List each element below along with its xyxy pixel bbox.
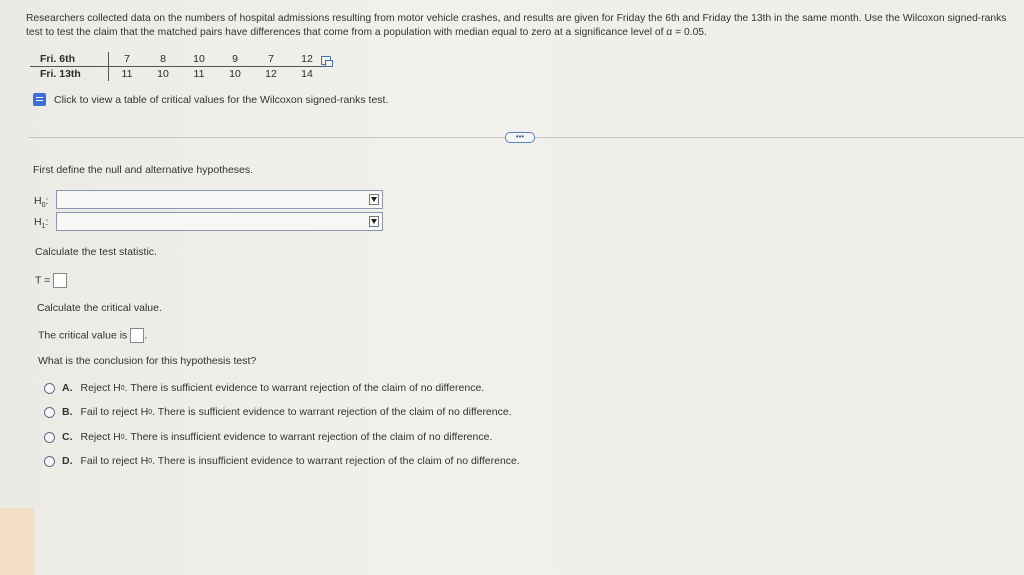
option-b[interactable]: B. Fail to reject H 0 . There is sufficient evidence to warrant rejection of the claim of no difference. — [44, 406, 512, 418]
table-cell: 10 — [157, 68, 169, 80]
critical-value-input[interactable] — [130, 328, 144, 343]
test-statistic-row — [35, 273, 67, 288]
table-row — [30, 67, 325, 82]
radio-button[interactable] — [44, 383, 55, 394]
book-icon — [33, 93, 46, 106]
data-table — [30, 52, 325, 81]
chevron-down-icon[interactable] — [369, 194, 379, 205]
copy-data-icon[interactable] — [321, 56, 331, 65]
table-cell: 12 — [289, 52, 325, 67]
row-label-fri-13th: Fri. 13th — [30, 67, 109, 82]
row-label-fri-6th: Fri. 6th — [30, 52, 109, 67]
critical-value-label: The critical value is — [38, 329, 128, 342]
step-critical-value: Calculate the critical value. — [37, 302, 162, 314]
radio-button[interactable] — [44, 407, 55, 418]
problem-statement: Researchers collected data on the numbers of hospital admissions resulting from motor vehicle crashes, and results are given for Friday the 6th and Friday the 13th in the same month. Use the Wilcoxon signed-ranks test to test the claim that the matched pairs have differences that come from a population with median equal to zero at a significance level of α = 0.05. — [26, 13, 1007, 38]
critical-values-link[interactable] — [33, 93, 388, 106]
option-d[interactable]: D. Fail to reject H 0 . There is insufficient evidence to warrant rejection of the claim of no difference. — [44, 455, 520, 467]
more-button[interactable]: ••• — [505, 132, 535, 143]
step-conclusion: What is the conclusion for this hypothesis test? — [38, 355, 257, 367]
option-a[interactable]: A. Reject H 0 . There is sufficient evidence to warrant rejection of the claim of no difference. — [44, 382, 484, 394]
step-test-statistic: Calculate the test statistic. — [35, 246, 157, 258]
critical-value-row: The critical value is . — [38, 329, 148, 342]
radio-button[interactable] — [44, 456, 55, 467]
h1-dropdown[interactable] — [56, 212, 383, 231]
table-cell: 11 — [193, 68, 205, 80]
table-cell: 8 — [145, 52, 181, 67]
table-cell: 12 — [265, 68, 277, 80]
table-cell: 10 — [181, 52, 217, 67]
table-cell: 7 — [253, 52, 289, 67]
table-cell: 14 — [301, 68, 313, 80]
step-define-hypotheses: First define the null and alternative hypotheses. — [33, 164, 254, 176]
h1-label: $H_1$: — [34, 216, 49, 231]
h0-label: $H_0$: — [34, 195, 49, 210]
table-cell: 7 — [109, 52, 146, 67]
chevron-down-icon[interactable] — [369, 216, 379, 227]
option-c[interactable]: C. Reject H 0 . There is insufficient evidence to warrant rejection of the claim of no difference. — [44, 431, 492, 443]
table-cell: 11 — [121, 68, 133, 80]
critical-values-link-text[interactable]: Click to view a table of critical values for the Wilcoxon signed-ranks test. — [54, 93, 389, 106]
h0-dropdown[interactable] — [56, 190, 383, 209]
radio-button[interactable] — [44, 432, 55, 443]
left-edge-strip — [0, 508, 34, 575]
t-label: T = — [35, 274, 51, 287]
table-row — [30, 52, 325, 67]
table-cell: 10 — [229, 68, 241, 80]
test-statistic-input[interactable] — [53, 273, 67, 288]
table-cell: 9 — [217, 52, 253, 67]
